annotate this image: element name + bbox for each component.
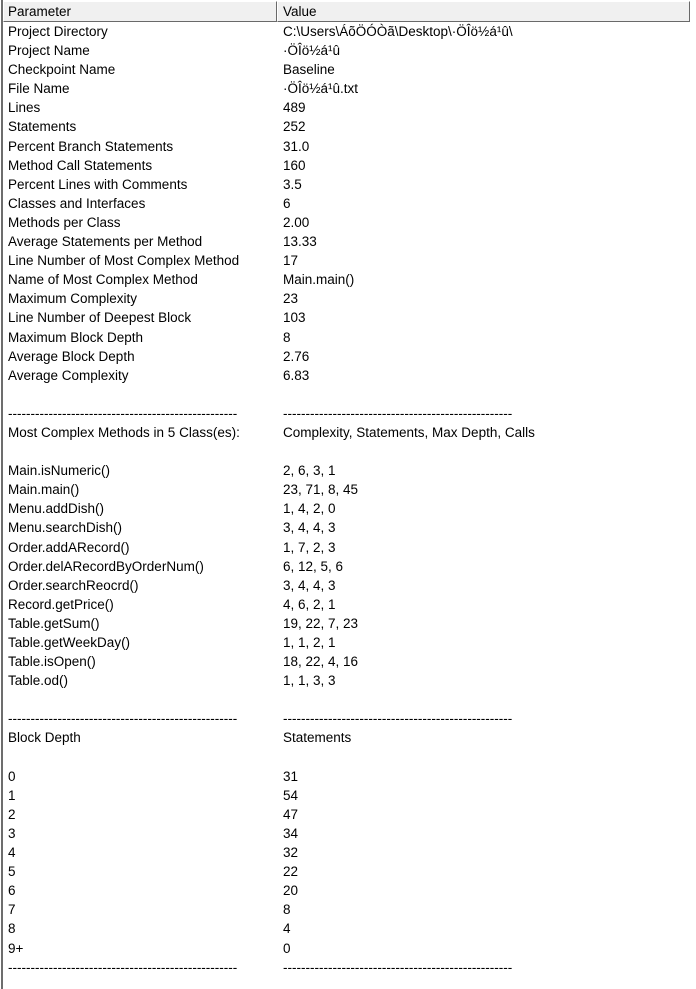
report-line (0, 41, 696, 60)
report-line (0, 117, 696, 136)
report-line-parameter: Main.main() (8, 482, 80, 498)
report-line-value: 47 (283, 806, 299, 822)
report-line (0, 614, 696, 633)
report-line-value: 18, 22, 4, 16 (283, 654, 359, 670)
report-line (0, 728, 696, 747)
report-line (0, 690, 696, 709)
report-line-value: 22 (283, 864, 299, 880)
report-line (0, 60, 696, 79)
report-line-value: C:\Users\ÁõÖÓÒã\Desktop\·ÖÎö½á¹û\ (283, 24, 513, 39)
report-line-parameter: 0 (8, 768, 16, 784)
report-line-parameter: 5 (8, 864, 16, 880)
report-line (0, 423, 696, 442)
report-line-parameter: Order.searchReocrd() (8, 577, 139, 593)
report-line-parameter: Name of Most Complex Method (8, 272, 198, 288)
report-line-value: 160 (283, 157, 306, 173)
report-line-parameter: --------------------------------------------------- (8, 711, 238, 727)
report-line (0, 633, 696, 652)
report-line-parameter: Block Depth (8, 730, 81, 746)
report-line (0, 709, 696, 728)
report-line-parameter: Methods per Class (8, 214, 121, 230)
report-line-parameter: Lines (8, 100, 41, 116)
report-line-value: 252 (283, 119, 306, 135)
report-line-parameter: Average Statements per Method (8, 234, 203, 250)
report-line (0, 939, 696, 958)
report-line-value: 54 (283, 787, 299, 803)
report-line-value: 2.76 (283, 348, 310, 364)
report-line-parameter: File Name (8, 81, 70, 97)
report-line (0, 232, 696, 251)
report-line (0, 404, 696, 423)
report-line-value: 1, 7, 2, 3 (283, 539, 336, 555)
report-line-parameter: Maximum Block Depth (8, 329, 144, 345)
report-line-parameter: Table.isOpen() (8, 654, 96, 670)
report-line-parameter: --------------------------------------------------- (8, 959, 238, 975)
report-line-parameter (0, 385, 283, 404)
report-line-parameter: Classes and Interfaces (8, 195, 146, 211)
report-line-value: Main.main() (283, 272, 355, 288)
report-line (0, 786, 696, 805)
report-line (0, 366, 696, 385)
report-line-value: 6.83 (283, 367, 310, 383)
report-line-parameter: Table.getSum() (8, 615, 100, 631)
report-line-value: 2.00 (283, 214, 310, 230)
report-line-parameter: Statements (8, 119, 77, 135)
report-line-parameter: 8 (8, 921, 16, 937)
report-line (0, 824, 696, 843)
report-line-value: --------------------------------------------------- (283, 405, 513, 421)
report-line-value: 3.5 (283, 176, 302, 192)
report-line-parameter: --------------------------------------------------- (8, 405, 238, 421)
report-line (0, 576, 696, 595)
report-line-parameter: Average Complexity (8, 367, 129, 383)
report-line-parameter: Table.getWeekDay() (8, 635, 131, 650)
report-line (0, 385, 696, 404)
report-line (0, 843, 696, 862)
report-line (0, 328, 696, 347)
report-line-value: 489 (283, 100, 306, 116)
report-line-value: ·ÖÎö½á¹û.txt (283, 81, 359, 97)
report-line (0, 557, 696, 576)
report-line-value: 32 (283, 845, 299, 861)
report-line-value: 20 (283, 883, 299, 899)
report-line-value: Baseline (283, 62, 335, 78)
report-line-value: ·ÖÎö½á¹û (283, 43, 341, 59)
report-line-value (283, 442, 696, 461)
report-line-value: 1, 1, 2, 1 (283, 635, 336, 650)
report-line-value: 6 (283, 195, 291, 211)
report-line (0, 671, 696, 690)
report-line-parameter: Project Directory (8, 24, 108, 39)
report-line (0, 767, 696, 786)
report-line (0, 22, 696, 41)
report-line (0, 442, 696, 461)
report-line (0, 308, 696, 327)
report-line-parameter: 2 (8, 806, 16, 822)
report-line-value: 3, 4, 4, 3 (283, 577, 336, 593)
listview-header (3, 1, 690, 22)
report-line-value: 103 (283, 310, 306, 326)
report-line (0, 156, 696, 175)
report-line (0, 805, 696, 824)
report-line-value: 4, 6, 2, 1 (283, 596, 336, 612)
report-line (0, 480, 696, 499)
report-line-value: 1, 1, 3, 3 (283, 673, 336, 689)
report-line-value (283, 385, 696, 404)
report-line (0, 881, 696, 900)
report-line (0, 518, 696, 537)
report-line-value: 34 (283, 825, 299, 841)
report-line (0, 538, 696, 557)
report-line-parameter: Menu.addDish() (8, 501, 105, 517)
report-line-value: Complexity, Statements, Max Depth, Calls (283, 424, 535, 440)
report-line-parameter: 7 (8, 902, 16, 918)
report-line-value: 8 (283, 902, 291, 918)
report-line-value: 2, 6, 3, 1 (283, 463, 336, 479)
report-line (0, 461, 696, 480)
report-line-parameter (0, 442, 283, 461)
report-line-value: 4 (283, 921, 291, 937)
report-line (0, 958, 696, 977)
report-body (0, 22, 696, 977)
report-line-parameter: Most Complex Methods in 5 Class(es): (8, 424, 240, 440)
report-line-value: 3, 4, 4, 3 (283, 520, 336, 536)
report-line-parameter: 6 (8, 883, 16, 899)
report-line-parameter: Checkpoint Name (8, 62, 116, 78)
report-line-parameter: Percent Branch Statements (8, 138, 174, 154)
report-line-parameter: Table.od() (8, 673, 69, 689)
report-line-value (283, 690, 696, 709)
report-line-parameter: 3 (8, 825, 16, 841)
report-line-parameter: Line Number of Most Complex Method (8, 253, 240, 269)
report-line (0, 595, 696, 614)
report-line-parameter (0, 748, 283, 767)
report-line-value: 31 (283, 768, 299, 784)
report-line-value: 31.0 (283, 138, 310, 154)
report-line-value: Statements (283, 730, 352, 746)
report-line-parameter: Percent Lines with Comments (8, 176, 188, 192)
report-line-parameter: 4 (8, 845, 16, 861)
report-line-value (283, 748, 696, 767)
report-line-value: 1, 4, 2, 0 (283, 501, 336, 517)
report-line-parameter: Order.delARecordByOrderNum() (8, 558, 204, 574)
report-line-value: 13.33 (283, 234, 317, 250)
report-line-parameter: Average Block Depth (8, 348, 135, 364)
report-line (0, 748, 696, 767)
report-line (0, 251, 696, 270)
report-line-parameter: Project Name (8, 43, 90, 59)
report-line (0, 919, 696, 938)
report-line (0, 652, 696, 671)
report-line-parameter: 1 (8, 787, 16, 803)
report-line (0, 862, 696, 881)
report-line (0, 175, 696, 194)
column-header-value[interactable]: Value (277, 1, 690, 22)
report-line-value: 6, 12, 5, 6 (283, 558, 344, 574)
report-line (0, 213, 696, 232)
report-line-parameter: Method Call Statements (8, 157, 153, 173)
report-line (0, 347, 696, 366)
report-line (0, 194, 696, 213)
report-line-value: 19, 22, 7, 23 (283, 615, 359, 631)
report-line-value: --------------------------------------------------- (283, 711, 513, 727)
report-line-parameter (0, 690, 283, 709)
report-line-parameter: Main.isNumeric() (8, 463, 111, 479)
report-line-value: --------------------------------------------------- (283, 959, 513, 975)
report-line-parameter: 9+ (8, 940, 24, 956)
report-line-parameter: Record.getPrice() (8, 596, 114, 612)
report-line (0, 289, 696, 308)
report-line-value: 0 (283, 940, 291, 956)
report-line (0, 137, 696, 156)
report-line (0, 98, 696, 117)
report-line-parameter: Order.addARecord() (8, 539, 130, 555)
report-line (0, 900, 696, 919)
report-line (0, 79, 696, 98)
report-line-value: 23 (283, 291, 299, 307)
report-line (0, 499, 696, 518)
report-line (0, 270, 696, 289)
report-line-value: 17 (283, 253, 299, 269)
column-header-parameter[interactable]: Parameter (3, 1, 277, 22)
report-line-parameter: Maximum Complexity (8, 291, 138, 307)
report-line-parameter: Line Number of Deepest Block (8, 310, 192, 326)
report-line-value: 8 (283, 329, 291, 345)
report-line-parameter: Menu.searchDish() (8, 520, 123, 536)
report-line-value: 23, 71, 8, 45 (283, 482, 359, 498)
